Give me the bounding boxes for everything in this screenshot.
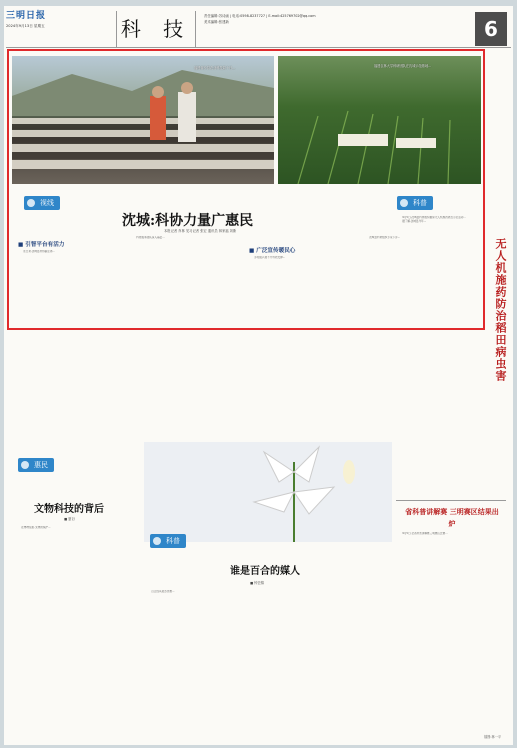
tag-label: 科普 [413,199,427,207]
page-number: 6 [475,12,507,46]
right-text-c: 9月5日,全省科普讲解赛三明赛区比赛... [402,532,448,535]
section-tag-shixian [24,196,60,210]
section-tag-kepu-bottom [150,534,186,548]
right-text-a: 9月5日,沈城县科协组织植保无人机施药防治示范活动... 据了解,沈城县今年... [402,216,466,224]
tag-label: 惠民 [34,461,48,469]
text-col-1: 连日来,沈城县科协副主席... [23,250,56,253]
text-col-3: 乡村振兴离不开科技支撑... [254,256,286,259]
footer-label: 插图:林一平 [484,735,502,739]
editor-line: 责任编辑:苏诗函 | 电话:0598-8237727 | E-mail:425769702@qq.com [204,14,316,18]
section-title: 科 技 [116,11,196,47]
right-divider [396,500,506,501]
issue-date: 2024年9月13日 星期五 [6,24,45,28]
designer-line: 美术编辑:张建新 [204,20,229,24]
bottom-left-byline: ■ 夏衍 [64,517,75,521]
subhead-1: ■ 引智平台有活力 [18,242,65,248]
photo2-caption: 福建农林大学科研团队在沈城示范基地... [374,64,432,68]
right-vertical-headline: 无人机施药防治稻田病虫害 [494,238,507,382]
section-tag-kepu-right [397,196,433,210]
section-tag-huimin [18,458,54,472]
text-col-2: 科技服务团队深入基层... [136,236,165,239]
main-byline: 本报记者 肖林 见习记者 张宏 通讯员 林家福 刘斯 [164,229,237,233]
photo1-caption: 福建省沙县农业科技局十日... [194,66,236,70]
bottom-left-headline: 文物科技的背后 [34,504,104,515]
subhead-2: ■ 广泛宣传暖民心 [249,248,296,254]
newspaper-page [4,6,513,745]
mushroom-farm-photo [12,56,274,184]
editor-info [204,13,316,25]
lily-illustration [144,442,392,542]
bottom-left-text: 在博物馆里,文物的保护... [21,526,51,529]
bottom-mid-text: 百合因其姿态优雅... [151,590,175,593]
bottom-mid-headline: 谁是百合的媒人 [230,566,300,577]
text-col-4: 沈城县科协组织专家下乡... [369,236,401,239]
tea-field-photo [278,56,481,184]
masthead-logo: 三明日报 [6,11,47,21]
main-headline: 沈城:科协力量广惠民 [122,213,254,229]
right-sub-headline: 省科普讲解赛 三明赛区结果出炉 [405,507,499,528]
header-rule [6,47,511,48]
tag-label: 科普 [166,537,180,545]
bottom-mid-byline: ■ 钟芸锦 [250,581,265,585]
tag-label: 视线 [40,199,54,207]
